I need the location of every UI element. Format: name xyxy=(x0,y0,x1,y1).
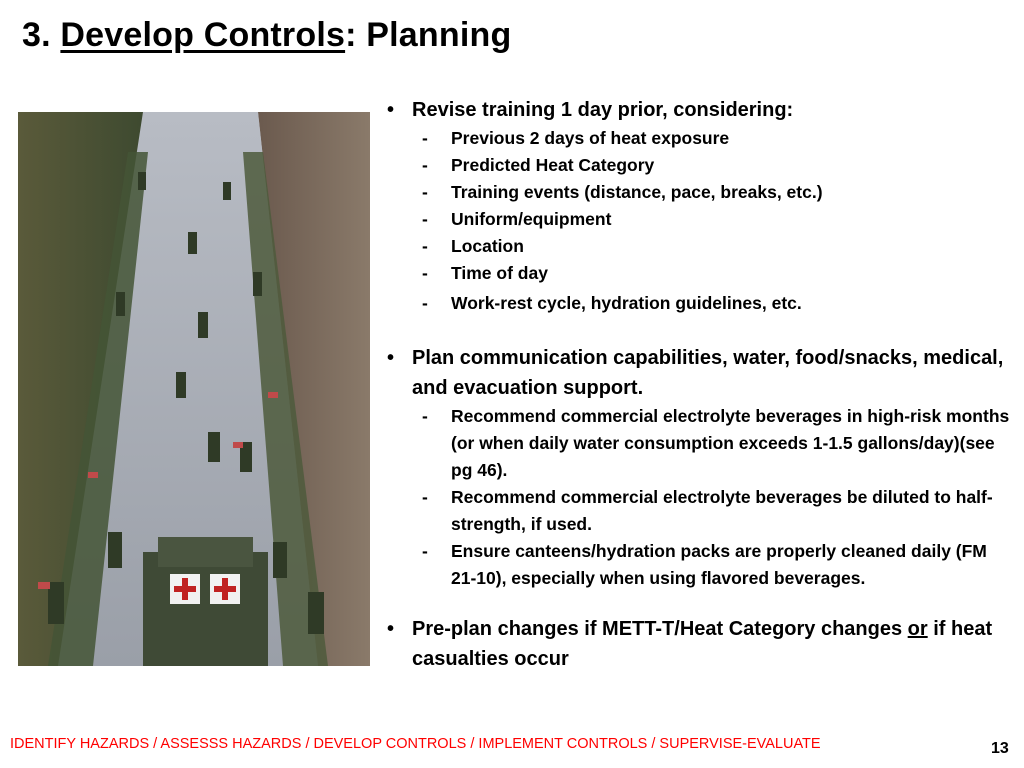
sub-text: Predicted Heat Category xyxy=(451,155,655,175)
sub-text: Ensure canteens/hydration packs are properly cleaned daily (FM 21-10), especially when using flavored beverages. xyxy=(451,541,987,588)
sub-text: Time of day xyxy=(451,263,548,283)
sub-list xyxy=(384,125,1016,317)
bullet-text-before: Pre-plan changes if METT-T/Heat Category changes xyxy=(412,618,908,640)
bullet-dot: • xyxy=(387,618,395,640)
sub-text: Work-rest cycle, hydration guidelines, etc. xyxy=(451,293,802,313)
bullet-text: Plan communication capabilities, water, food/snacks, medical, and evacuation support. xyxy=(412,347,1004,399)
sub-item: - Location xyxy=(422,236,524,256)
sub-text: Recommend commercial electrolyte beverages in high-risk months (or when daily water consumption exceeds 1-1.5 gallons/day)(see pg 46). xyxy=(451,406,1010,480)
sub-item: - Time of day xyxy=(422,263,548,283)
sub-item: - Recommend commercial electrolyte beverages be diluted to half-strength, if used. xyxy=(422,487,993,534)
bullet-list xyxy=(384,96,1016,674)
sub-item: - Predicted Heat Category xyxy=(422,155,655,175)
slide-title xyxy=(22,16,511,55)
title-prefix: 3. xyxy=(22,16,61,54)
bullet-text-after: if heat casualties occur xyxy=(412,618,993,670)
sub-item: - Recommend commercial electrolyte beverages in high-risk months (or when daily water consumption exceeds 1-1.5 gallons/day)(see pg 46). xyxy=(422,406,1010,480)
bullet-text-underlined: or xyxy=(907,618,928,640)
footer-process-steps: IDENTIFY HAZARDS / ASSESSS HAZARDS / DEVELOP CONTROLS / IMPLEMENT CONTROLS / SUPERVISE-EVALUATE xyxy=(10,736,821,752)
bullet-item xyxy=(384,614,1016,674)
sub-text: Uniform/equipment xyxy=(451,209,612,229)
bullet-dot: • xyxy=(387,347,395,369)
bullet-item xyxy=(384,96,1016,125)
sub-item: - Work-rest cycle, hydration guidelines, etc. xyxy=(422,293,802,313)
sub-text: Previous 2 days of heat exposure xyxy=(451,128,730,148)
bullet-dot: • xyxy=(387,99,395,121)
page-number: 13 xyxy=(991,740,1009,757)
bullet-text: Revise training 1 day prior, considering: xyxy=(412,99,794,121)
title-underlined: Develop Controls xyxy=(60,16,346,54)
title-suffix: : Planning xyxy=(345,16,512,54)
sub-item: - Previous 2 days of heat exposure xyxy=(422,128,730,148)
bullet-item xyxy=(384,343,1016,403)
sub-item: - Ensure canteens/hydration packs are properly cleaned daily (FM 21-10), especially when using flavored beverages. xyxy=(422,541,987,588)
sub-text: Training events (distance, pace, breaks, etc.) xyxy=(451,182,823,202)
sub-item: - Training events (distance, pace, breaks, etc.) xyxy=(422,182,823,202)
sub-text: Location xyxy=(451,236,524,256)
sub-item: - Uniform/equipment xyxy=(422,209,612,229)
sub-list xyxy=(384,403,1016,592)
convoy-photo xyxy=(18,112,370,666)
sub-text: Recommend commercial electrolyte beverages be diluted to half-strength, if used. xyxy=(451,487,993,534)
